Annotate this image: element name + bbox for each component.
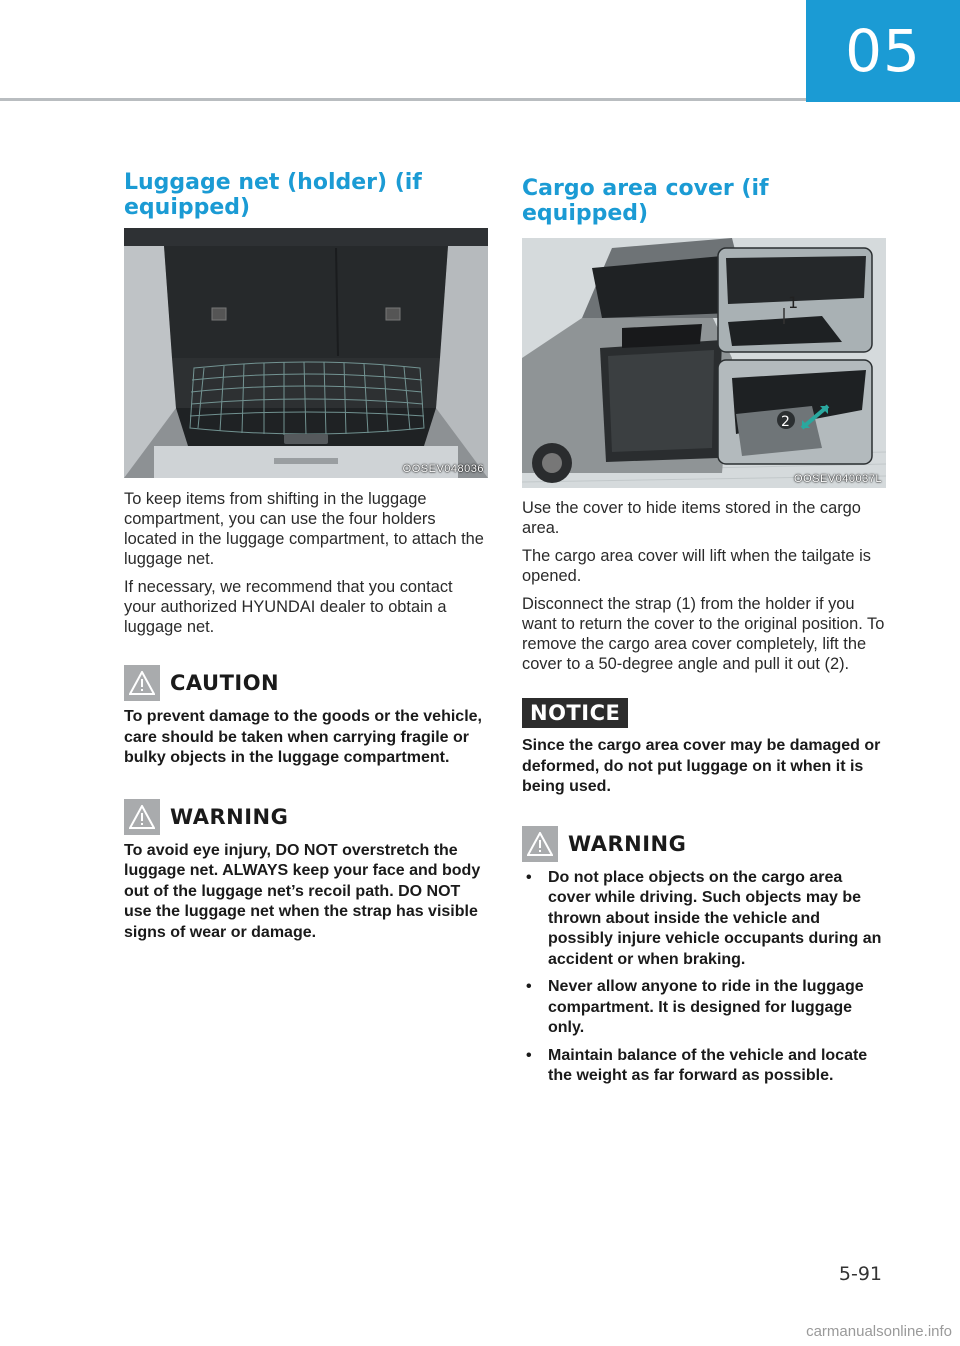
notice-block: [522, 698, 886, 798]
image-code: OOSEV048036: [402, 463, 484, 475]
warning-triangle-icon: [124, 799, 160, 835]
notice-text: Since the cargo area cover may be damaged or deformed, do not put luggage on it when it is being used.: [522, 737, 881, 795]
cargo-cover-photo: [522, 238, 886, 488]
image-code: OOSEV040037L: [794, 473, 882, 485]
page-number: 5-91: [838, 1263, 882, 1285]
warning-triangle-icon: [124, 665, 160, 701]
cargo-cover-illustration: [522, 238, 886, 488]
caution-header: [124, 665, 488, 701]
callout-2: 2: [781, 414, 790, 430]
warning-block: [522, 826, 886, 1087]
paragraph: The cargo area cover will lift when the tailgate is opened.: [522, 547, 871, 585]
warning-title: WARNING: [170, 804, 289, 829]
warning-title: WARNING: [568, 831, 687, 856]
luggage-net-text: [124, 489, 488, 637]
warning-header: [124, 799, 488, 835]
section-title-luggage-net: Luggage net (holder) (if equipped): [124, 170, 422, 220]
callout-1: 1: [788, 293, 799, 312]
notice-title: NOTICE: [522, 698, 628, 728]
list-item: • Maintain balance of the vehicle and locate the weight as far forward as possible.: [522, 1046, 886, 1087]
watermark: carmanualsonline.info: [806, 1323, 952, 1340]
caution-title: CAUTION: [170, 671, 280, 695]
list-item: • Do not place objects on the cargo area cover while driving. Such objects may be thrown about inside the vehicle and possibly injure vehicle occupants during an accident or when braking.: [522, 868, 886, 971]
list-item: • Never allow anyone to ride in the luggage compartment. It is designed for luggage only.: [522, 977, 886, 1039]
left-column: [124, 170, 488, 943]
luggage-net-illustration: [124, 228, 488, 478]
luggage-net-photo: [124, 228, 488, 478]
warning-block: [124, 799, 488, 944]
header-rule: [0, 98, 806, 101]
paragraph: Use the cover to hide items stored in the cargo area.: [522, 499, 861, 537]
warning-list: [522, 868, 886, 1087]
caution-text: To prevent damage to the goods or the vehicle, care should be taken when carrying fragile or bulky objects in the luggage compartment.: [124, 708, 482, 766]
warning-header: [522, 826, 886, 862]
warning-triangle-icon: [522, 826, 558, 862]
caution-block: [124, 665, 488, 769]
chapter-tab: [806, 0, 960, 102]
paragraph: If necessary, we recommend that you contact your authorized HYUNDAI dealer to obtain a luggage net.: [124, 578, 453, 636]
right-column: [522, 170, 886, 1094]
warning-text: To avoid eye injury, DO NOT overstretch the luggage net. ALWAYS keep your face and body out of the luggage net’s recoil path. DO NOT use the luggage net when the strap has visible signs of wear or damage.: [124, 841, 481, 941]
paragraph: To keep items from shifting in the luggage compartment, you can use the four holders located in the luggage compartment, to attach the luggage net.: [124, 490, 484, 568]
paragraph: Disconnect the strap (1) from the holder if you want to return the cover to the original position. To remove the cargo area cover completely, lift the cover to a 50-degree angle and pull it out (2).: [522, 595, 885, 673]
chapter-number: 05: [845, 17, 921, 85]
section-title-cargo-cover: Cargo area cover (if equipped): [522, 176, 769, 226]
cargo-cover-text: [522, 498, 886, 674]
